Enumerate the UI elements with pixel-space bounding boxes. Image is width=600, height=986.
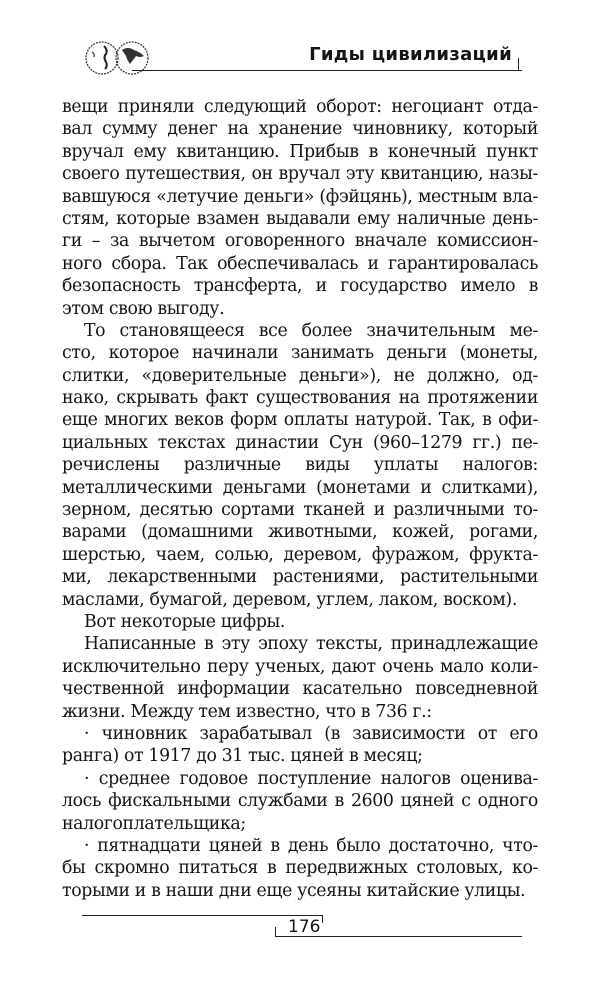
text-line: циальных текстах династии Сун (960–1279 гг.) пе- [62, 432, 538, 453]
text-line: торыми и в наши дни еще усеяны китайские улицы. [62, 880, 526, 901]
paragraph [62, 611, 538, 633]
paragraph [62, 835, 538, 902]
paragraph [62, 320, 538, 611]
paragraph [62, 768, 538, 835]
footer-rule-left [82, 915, 322, 916]
text-line: Вот некоторые цифры. [84, 611, 286, 632]
header-title: Гиды цивилизаций [309, 44, 512, 65]
text-line: ги – за вычетом оговоренного вначале комиссион- [62, 231, 538, 252]
page-number: 176 [288, 917, 321, 937]
text-line: ми, лекарственными растениями, растительными [62, 567, 538, 588]
text-line: сто, которое начинали занимать деньги (монеты, [62, 343, 538, 364]
text-line: исключительно перу ученых, дают очень мало коли- [62, 656, 538, 677]
text-line: безопасность трансферта, и государство имело в [62, 276, 538, 297]
text-line: вещи приняли следующий оборот: негоциант отда- [62, 97, 538, 117]
text-line: металлическими деньгами (монетами и слитками), [62, 477, 538, 498]
paragraph [62, 633, 538, 723]
text-line: · чиновник зарабатывал (в зависимости от его [84, 723, 538, 744]
text-line: речислены различные виды уплаты налогов: [62, 455, 538, 476]
text-line: Написанные в эту эпоху тексты, принадлежащие [84, 634, 538, 655]
text-line: То становящееся все более значительным ме- [84, 320, 538, 341]
text-line: варами (домашними животными, кожей, рогами, [62, 522, 538, 543]
text-line: бы скромно питаться в передвижных столовых, ко- [62, 858, 538, 879]
text-line: налогоплательщика; [62, 813, 246, 834]
paragraph [62, 96, 538, 320]
paragraph [62, 723, 538, 768]
text-line: вручал ему квитанцию. Прибыв в конечный пункт [62, 141, 538, 162]
text-line: вавшуюся «летучие деньги» (фэйцянь), местным вла- [62, 186, 538, 207]
text-line: слитки, «доверительные деньги»), не должно, од- [62, 365, 538, 386]
text-line: жизни. Между тем известно, что в 736 г.: [62, 701, 432, 722]
text-line: своего путешествия, он вручал эту квитанцию, назы- [62, 164, 538, 185]
text-line: нако, скрывать факт существования на протяжении [62, 388, 538, 409]
page-footer [82, 907, 522, 947]
text-line: еще многих веков форм оплаты натурой. Так, в офи- [62, 410, 538, 431]
text-line: чественной информации касательно повседневной [62, 679, 538, 700]
text-line: вал сумму денег на хранение чиновнику, который [62, 119, 538, 140]
text-line: · среднее годовое поступление налогов оценива- [84, 768, 538, 789]
text-line: ного сбора. Так обеспечивалась и гарантировалась [62, 253, 538, 274]
text-line: ранга) от 1917 до 31 тыс. цяней в месяц; [62, 746, 423, 767]
body-text [62, 96, 538, 902]
globes-logo-icon [82, 38, 162, 78]
footer-rule-tick [322, 915, 323, 923]
text-line: лось фискальными службами в 2600 цяней с одного [62, 791, 538, 812]
text-line: стям, которые взамен выдавали ему наличные день- [62, 208, 538, 229]
header-rule-tick [518, 58, 519, 71]
text-line: шерстью, чаем, солью, деревом, фуражом, фрукта- [62, 544, 538, 565]
running-header [82, 38, 522, 78]
text-line: маслами, бумагой, деревом, углем, лаком, воском). [62, 589, 517, 610]
text-line: · пятнадцати цяней в день было достаточно, что- [84, 835, 538, 856]
text-line: этом свою выгоду. [62, 298, 225, 319]
text-line: зерном, десятью сортами тканей и различными то- [62, 500, 538, 521]
header-rule [132, 70, 522, 71]
